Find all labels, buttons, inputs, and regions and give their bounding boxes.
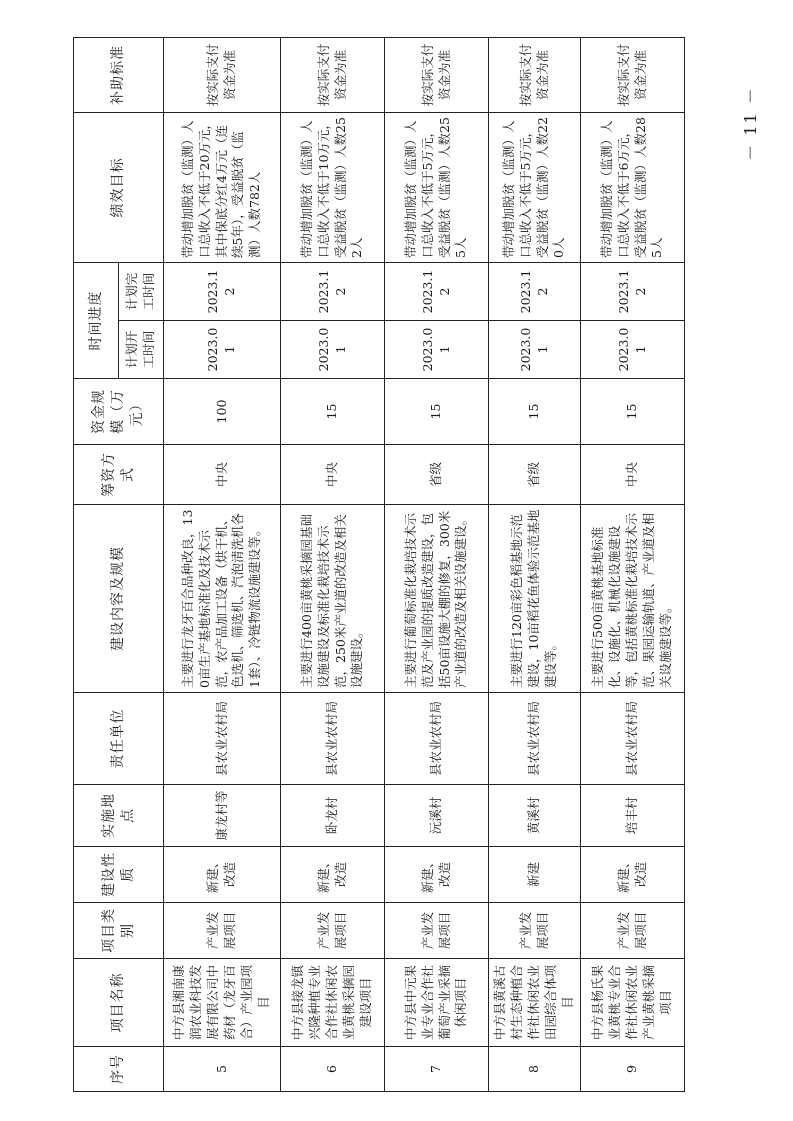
cell-funding: 中央 bbox=[581, 445, 685, 505]
cell-unit: 县农业农村局 bbox=[489, 693, 581, 785]
cell-funding: 省级 bbox=[489, 445, 581, 505]
cell-content: 主要进行400亩黄桃采摘园基础设施建设及标准化栽培技术示范，250米产业道的改造及相关设施建设。 bbox=[281, 505, 385, 693]
cell-start: 2023.01 bbox=[281, 321, 385, 379]
cell-unit: 县农业农村局 bbox=[281, 693, 385, 785]
header-end: 计划完工时间 bbox=[119, 263, 164, 321]
cell-goal: 带动增加脱贫（监测）人口总收入不低于5万元，受益脱贫（监测）人数255人 bbox=[385, 113, 489, 263]
cell-subsidy: 按实际支付资金为准 bbox=[581, 38, 685, 113]
cell-location: 沅溪村 bbox=[385, 785, 489, 847]
cell-scale: 15 bbox=[489, 379, 581, 445]
cell-goal: 带动增加脱贫（监测）人口总收入不低于20万元，其中保底分红4万元（连续5年），受益脱贫（监测）人数782人 bbox=[164, 113, 281, 263]
table-row bbox=[164, 38, 281, 1092]
cell-subsidy: 按实际支付资金为准 bbox=[385, 38, 489, 113]
cell-name: 中方县杨氏果业黄桃专业合作社休闲农业产业黄桃采摘项目 bbox=[581, 959, 685, 1047]
cell-location: 卧龙村 bbox=[281, 785, 385, 847]
cell-nature: 新建 bbox=[489, 847, 581, 903]
cell-name: 中方县接龙镇兴隆种植专业合作社休闲农业黄桃采摘园建设项目 bbox=[281, 959, 385, 1047]
cell-category: 产业发展项目 bbox=[164, 903, 281, 959]
cell-name: 中方县中元果业专业合作社葡萄产业采摘休闲项目 bbox=[385, 959, 489, 1047]
rotated-table-wrapper bbox=[73, 38, 684, 1092]
cell-end: 2023.12 bbox=[164, 263, 281, 321]
header-name: 项目名称 bbox=[74, 959, 164, 1047]
cell-end: 2023.12 bbox=[385, 263, 489, 321]
cell-subsidy: 按实际支付资金为准 bbox=[489, 38, 581, 113]
header-unit: 责任单位 bbox=[74, 693, 164, 785]
cell-seq: 8 bbox=[489, 1047, 581, 1092]
cell-category: 产业发展项目 bbox=[385, 903, 489, 959]
cell-name: 中方县黄溪古村生态种植合作社休闲农业田园综合体项目 bbox=[489, 959, 581, 1047]
header-seq: 序号 bbox=[74, 1047, 164, 1092]
cell-scale: 15 bbox=[581, 379, 685, 445]
header-subsidy: 补助标准 bbox=[74, 38, 164, 113]
cell-end: 2023.12 bbox=[489, 263, 581, 321]
header-category: 项目类别 bbox=[74, 903, 164, 959]
cell-name: 中方县湘南康润农业科技发展有限公司中药材（龙牙百合）产业园项目 bbox=[164, 959, 281, 1047]
header-content: 建设内容及规模 bbox=[74, 505, 164, 693]
cell-goal: 带动增加脱贫（监测）人口总收入不低于5万元，受益脱贫（监测）人数220人 bbox=[489, 113, 581, 263]
header-funding: 筹资方式 bbox=[74, 445, 164, 505]
cell-scale: 15 bbox=[385, 379, 489, 445]
cell-start: 2023.01 bbox=[164, 321, 281, 379]
cell-content: 主要进行500亩黄桃基地标准化、设施化、机械化设施建设等，包括黄桃标准化栽培技术示范、果园运输轨道、产业道及相关设施建设等。 bbox=[581, 505, 685, 693]
cell-seq: 5 bbox=[164, 1047, 281, 1092]
header-row-1 bbox=[74, 38, 119, 1092]
cell-content: 主要进行葡萄标准化栽培技术示范及产业园的提质改造建设，包括50亩设施大棚的修复，300米产业道的改造及相关设施建设。 bbox=[385, 505, 489, 693]
cell-nature: 新建、改造 bbox=[581, 847, 685, 903]
cell-location: 黄溪村 bbox=[489, 785, 581, 847]
page-number: － 11 － bbox=[740, 86, 760, 161]
cell-goal: 带动增加脱贫（监测）人口总收入不低于10万元，受益脱贫（监测）人数252人 bbox=[281, 113, 385, 263]
cell-seq: 6 bbox=[281, 1047, 385, 1092]
cell-content: 主要进行120亩彩色稻基地示范建设，10亩稻花鱼体验示范基地建设等。 bbox=[489, 505, 581, 693]
cell-content: 主要进行龙牙百合品种改良，130亩生产基地标准化及技术示范，农产品加工设备（烘干机、色选机、筛选机、汽泡清洗机各1套）、冷链物流设施建设等。 bbox=[164, 505, 281, 693]
cell-start: 2023.01 bbox=[489, 321, 581, 379]
cell-location: 培丰村 bbox=[581, 785, 685, 847]
header-schedule: 时间进度 bbox=[74, 263, 119, 379]
cell-start: 2023.01 bbox=[385, 321, 489, 379]
cell-unit: 县农业农村局 bbox=[385, 693, 489, 785]
cell-scale: 15 bbox=[281, 379, 385, 445]
header-scale: 资金规模（万元） bbox=[74, 379, 164, 445]
cell-location: 康龙村等 bbox=[164, 785, 281, 847]
cell-unit: 县农业农村局 bbox=[581, 693, 685, 785]
table-row bbox=[489, 38, 581, 1092]
header-location: 实施地点 bbox=[74, 785, 164, 847]
table-row bbox=[385, 38, 489, 1092]
cell-category: 产业发展项目 bbox=[581, 903, 685, 959]
cell-seq: 7 bbox=[385, 1047, 489, 1092]
header-goal: 绩效目标 bbox=[74, 113, 164, 263]
cell-category: 产业发展项目 bbox=[489, 903, 581, 959]
cell-funding: 中央 bbox=[164, 445, 281, 505]
cell-scale: 100 bbox=[164, 379, 281, 445]
cell-goal: 带动增加脱贫（监测）人口总收入不低于6万元，受益脱贫（监测）人数285人 bbox=[581, 113, 685, 263]
cell-subsidy: 按实际支付资金为准 bbox=[281, 38, 385, 113]
cell-funding: 省级 bbox=[385, 445, 489, 505]
table-row bbox=[581, 38, 685, 1092]
cell-nature: 新建、改造 bbox=[164, 847, 281, 903]
cell-subsidy: 按实际支付资金为准 bbox=[164, 38, 281, 113]
header-start: 计划开工时间 bbox=[119, 321, 164, 379]
cell-category: 产业发展项目 bbox=[281, 903, 385, 959]
header-nature: 建设性质 bbox=[74, 847, 164, 903]
cell-end: 2023.12 bbox=[581, 263, 685, 321]
cell-nature: 新建、改造 bbox=[281, 847, 385, 903]
cell-seq: 9 bbox=[581, 1047, 685, 1092]
table-row bbox=[281, 38, 385, 1092]
cell-funding: 中央 bbox=[281, 445, 385, 505]
cell-end: 2023.12 bbox=[281, 263, 385, 321]
cell-nature: 新建、改造 bbox=[385, 847, 489, 903]
project-table bbox=[73, 37, 685, 1092]
cell-unit: 县农业农村局 bbox=[164, 693, 281, 785]
cell-start: 2023.01 bbox=[581, 321, 685, 379]
